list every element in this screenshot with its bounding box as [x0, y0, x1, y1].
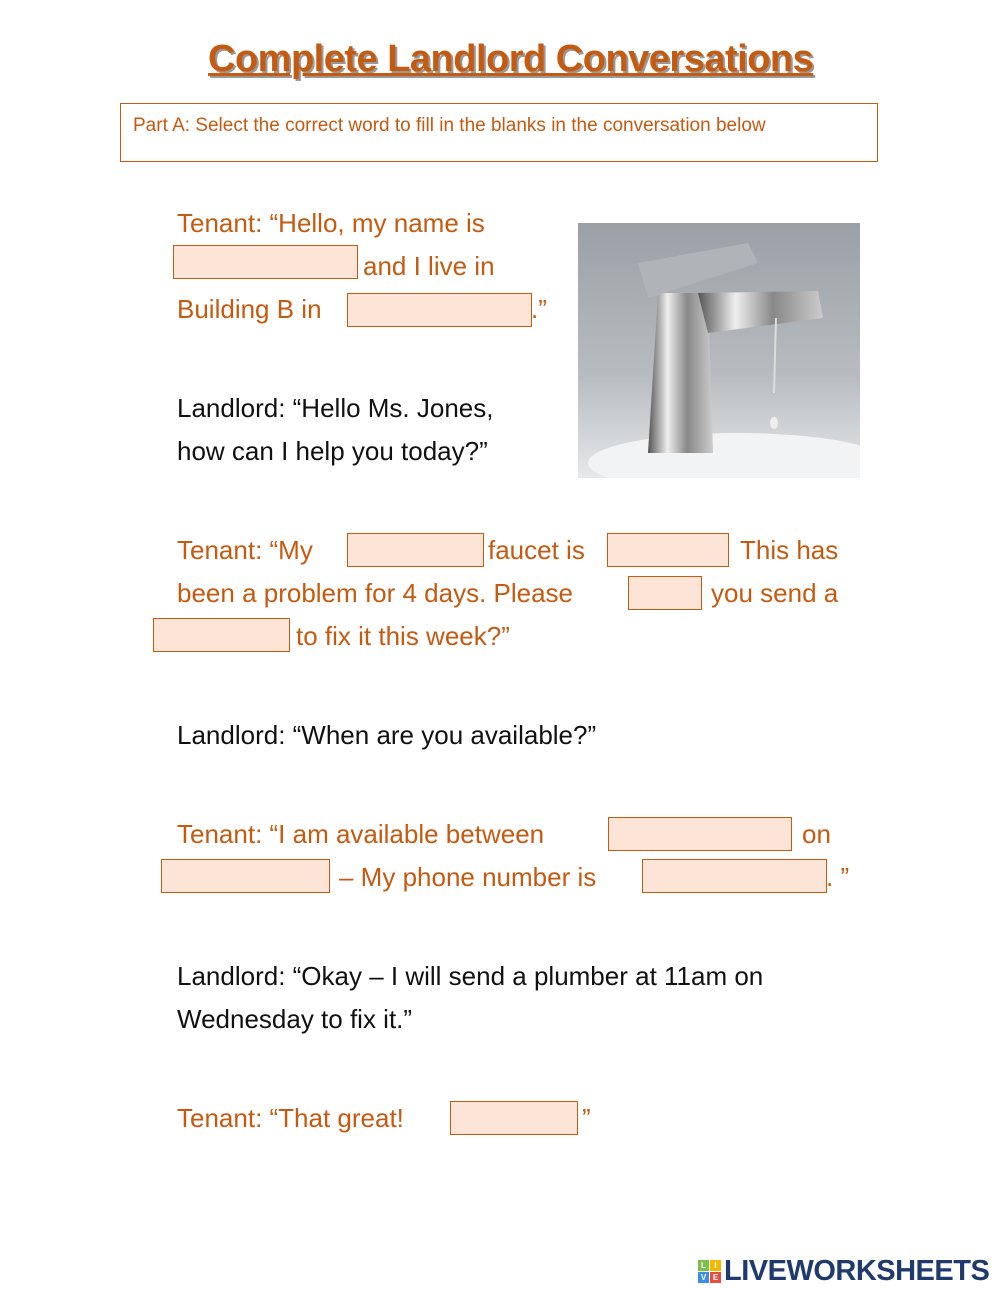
blank-room-input[interactable] [347, 533, 484, 567]
blank-problem-input[interactable] [607, 533, 729, 567]
line-text: Tenant: “That great! [177, 1103, 404, 1133]
line-text: This has [740, 535, 839, 565]
blank-name-input[interactable] [173, 245, 358, 279]
logo-badge-icon [698, 1260, 721, 1283]
line-text: Tenant: “My [177, 535, 313, 565]
line-text: faucet is [488, 535, 585, 565]
line-text: you send a [711, 578, 839, 608]
blank-apartment-input[interactable] [347, 293, 532, 327]
line-text: Landlord: “When are you available?” [177, 720, 597, 750]
line-text: Tenant: “I am available between [177, 819, 545, 849]
line-text: Landlord: “Hello Ms. Jones, [177, 393, 494, 423]
instructions-box [120, 103, 878, 162]
blank-time-input[interactable] [608, 817, 792, 851]
line-text: .” [531, 294, 547, 324]
line-text: ” [582, 1103, 591, 1133]
line-text: how can I help you today?” [177, 436, 488, 466]
logo-badge-letter: E [710, 1272, 721, 1283]
line-text: Landlord: “Okay – I will send a plumber at 11am on [177, 961, 764, 991]
blank-day-input[interactable] [161, 859, 330, 893]
line-text: Wednesday to fix it.” [177, 1004, 413, 1034]
line-text: – My phone number is [339, 862, 597, 892]
logo-badge-letter: L [698, 1260, 709, 1271]
blank-modal-input[interactable] [628, 576, 702, 610]
page-title: Complete Landlord Conversations [208, 38, 814, 80]
liveworksheets-logo [698, 1255, 989, 1288]
logo-badge-letter: V [698, 1272, 709, 1283]
blank-worker-input[interactable] [153, 618, 290, 652]
line-text: Tenant: “Hello, my name is [177, 208, 485, 238]
line-text: Building B in [177, 294, 322, 324]
blank-thanks-input[interactable] [450, 1101, 578, 1135]
dripping-faucet-photo [578, 223, 860, 478]
line-text: on [802, 819, 831, 849]
logo-text: LIVEWORKSHEETS [724, 1255, 990, 1287]
line-text: and I live in [363, 251, 495, 281]
blank-phone-input[interactable] [642, 859, 827, 893]
line-text: to fix it this week?” [296, 621, 510, 651]
line-text: been a problem for 4 days. Please [177, 578, 574, 608]
line-text: . ” [826, 862, 850, 892]
instructions-text: Part A: Select the correct word to fill in the blanks in the conversation below [133, 115, 766, 136]
logo-badge-letter: I [710, 1260, 721, 1271]
